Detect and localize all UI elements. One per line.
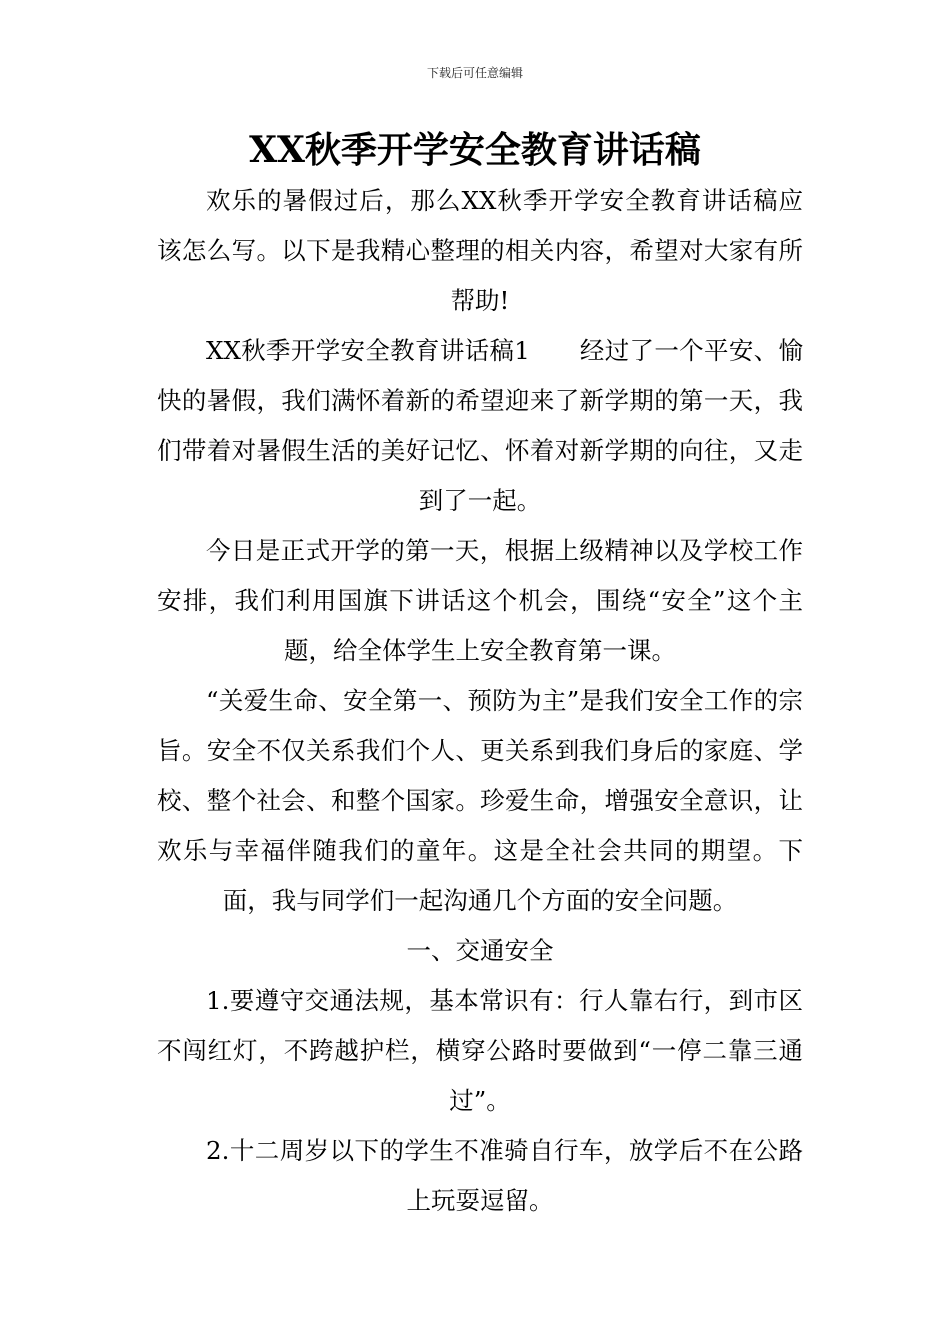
header-note: 下载后可任意编辑 [426,66,523,80]
document-body [157,176,803,1226]
intro-paragraph: 欢乐的暑假过后，那么XX秋季开学安全教育讲话稿应该怎么写。以下是我精心整理的相关内容，希望对大家有所帮助! [157,186,803,315]
list-item: 1.要遵守交通法规，基本常识有：行人靠右行，到市区不闯红灯，不跨越护栏，横穿公路时要做到“一停二靠三通过”。 [157,986,803,1115]
list-item: 2.十二周岁以下的学生不准骑自行车，放学后不在公路上玩耍逗留。 [206,1136,803,1215]
section-heading-traffic-safety: 一、交通安全 [406,936,554,965]
safety-purpose-paragraph: “关爱生命、安全第一、预防为主”是我们安全工作的宗旨。安全不仅关系我们个人、更关系到我们身后的家庭、学校、整个社会、和整个国家。珍爱生命，增强安全意识，让欢乐与幸福伴随我们的童年。这是全社会共同的期望。下面，我与同学们一起沟通几个方面的安全问题。 [157,686,803,915]
first-day-paragraph: 今日是正式开学的第一天，根据上级精神以及学校工作安排，我们利用国旗下讲话这个机会，围绕“安全”这个主题，给全体学生上安全教育第一课。 [157,536,803,665]
document-title: XX秋季开学安全教育讲话稿 [249,129,701,171]
speech-opening-paragraph: XX秋季开学安全教育讲话稿1 经过了一个平安、愉快的暑假，我们满怀着新的希望迎来了新学期的第一天，我们带着对暑假生活的美好记忆、怀着对新学期的向往，又走到了一起。 [157,336,803,515]
